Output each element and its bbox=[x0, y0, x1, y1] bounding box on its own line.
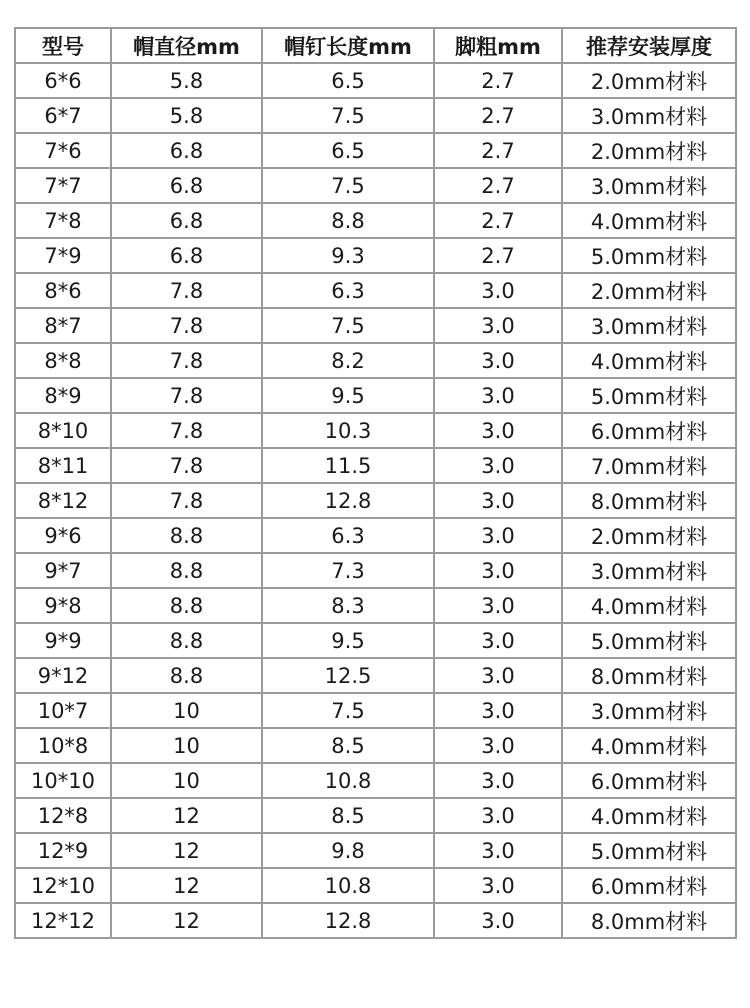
cell-cap-length: 9.5 bbox=[262, 623, 434, 658]
cell-leg-thickness: 3.0 bbox=[434, 833, 562, 868]
cell-model: 10*7 bbox=[15, 693, 111, 728]
table-row bbox=[15, 868, 736, 903]
cell-cap-diameter: 8.8 bbox=[111, 518, 262, 553]
cell-leg-thickness: 2.7 bbox=[434, 168, 562, 203]
cell-recommended-thickness: 3.0mm材料 bbox=[562, 308, 736, 343]
cell-model: 9*6 bbox=[15, 518, 111, 553]
cell-cap-diameter: 6.8 bbox=[111, 203, 262, 238]
cell-model: 12*9 bbox=[15, 833, 111, 868]
table-row bbox=[15, 63, 736, 98]
cell-model: 10*10 bbox=[15, 763, 111, 798]
cell-recommended-thickness: 3.0mm材料 bbox=[562, 553, 736, 588]
cell-model: 8*7 bbox=[15, 308, 111, 343]
cell-leg-thickness: 3.0 bbox=[434, 728, 562, 763]
table-row bbox=[15, 98, 736, 133]
table-row bbox=[15, 273, 736, 308]
cell-cap-diameter: 7.8 bbox=[111, 413, 262, 448]
cell-cap-diameter: 5.8 bbox=[111, 63, 262, 98]
cell-model: 7*7 bbox=[15, 168, 111, 203]
cell-cap-diameter: 8.8 bbox=[111, 553, 262, 588]
cell-leg-thickness: 2.7 bbox=[434, 133, 562, 168]
cell-model: 12*8 bbox=[15, 798, 111, 833]
spec-table-container bbox=[14, 27, 737, 939]
cell-recommended-thickness: 4.0mm材料 bbox=[562, 728, 736, 763]
cell-cap-length: 8.5 bbox=[262, 728, 434, 763]
table-row bbox=[15, 623, 736, 658]
cell-cap-length: 12.5 bbox=[262, 658, 434, 693]
cell-cap-diameter: 5.8 bbox=[111, 98, 262, 133]
cell-recommended-thickness: 8.0mm材料 bbox=[562, 658, 736, 693]
cell-cap-diameter: 7.8 bbox=[111, 273, 262, 308]
table-row bbox=[15, 693, 736, 728]
cell-recommended-thickness: 6.0mm材料 bbox=[562, 413, 736, 448]
cell-leg-thickness: 3.0 bbox=[434, 343, 562, 378]
cell-cap-length: 7.5 bbox=[262, 168, 434, 203]
cell-cap-length: 6.3 bbox=[262, 518, 434, 553]
cell-cap-length: 8.8 bbox=[262, 203, 434, 238]
table-row bbox=[15, 238, 736, 273]
cell-leg-thickness: 3.0 bbox=[434, 903, 562, 938]
cell-model: 9*12 bbox=[15, 658, 111, 693]
cell-cap-length: 8.3 bbox=[262, 588, 434, 623]
cell-leg-thickness: 3.0 bbox=[434, 798, 562, 833]
table-row bbox=[15, 343, 736, 378]
cell-cap-length: 9.3 bbox=[262, 238, 434, 273]
table-row bbox=[15, 903, 736, 938]
cell-leg-thickness: 2.7 bbox=[434, 203, 562, 238]
cell-model: 8*12 bbox=[15, 483, 111, 518]
table-row bbox=[15, 133, 736, 168]
spec-table bbox=[14, 27, 737, 939]
cell-leg-thickness: 3.0 bbox=[434, 378, 562, 413]
cell-cap-diameter: 7.8 bbox=[111, 308, 262, 343]
cell-cap-diameter: 10 bbox=[111, 728, 262, 763]
cell-recommended-thickness: 2.0mm材料 bbox=[562, 518, 736, 553]
cell-recommended-thickness: 3.0mm材料 bbox=[562, 693, 736, 728]
table-row bbox=[15, 308, 736, 343]
table-row bbox=[15, 168, 736, 203]
table-row bbox=[15, 588, 736, 623]
cell-cap-diameter: 8.8 bbox=[111, 623, 262, 658]
cell-recommended-thickness: 5.0mm材料 bbox=[562, 623, 736, 658]
cell-recommended-thickness: 5.0mm材料 bbox=[562, 833, 736, 868]
cell-recommended-thickness: 4.0mm材料 bbox=[562, 343, 736, 378]
cell-leg-thickness: 3.0 bbox=[434, 308, 562, 343]
cell-leg-thickness: 3.0 bbox=[434, 868, 562, 903]
table-row bbox=[15, 833, 736, 868]
cell-cap-diameter: 12 bbox=[111, 903, 262, 938]
header-recommended-thickness: 推荐安装厚度 bbox=[562, 28, 736, 63]
cell-cap-length: 7.5 bbox=[262, 693, 434, 728]
cell-recommended-thickness: 5.0mm材料 bbox=[562, 378, 736, 413]
table-row bbox=[15, 518, 736, 553]
table-header-row bbox=[15, 28, 736, 63]
cell-cap-diameter: 6.8 bbox=[111, 133, 262, 168]
cell-cap-diameter: 12 bbox=[111, 833, 262, 868]
table-row bbox=[15, 203, 736, 238]
cell-recommended-thickness: 6.0mm材料 bbox=[562, 868, 736, 903]
cell-recommended-thickness: 8.0mm材料 bbox=[562, 483, 736, 518]
cell-cap-length: 10.8 bbox=[262, 763, 434, 798]
table-row bbox=[15, 413, 736, 448]
cell-cap-diameter: 7.8 bbox=[111, 483, 262, 518]
cell-recommended-thickness: 4.0mm材料 bbox=[562, 588, 736, 623]
cell-recommended-thickness: 3.0mm材料 bbox=[562, 168, 736, 203]
cell-leg-thickness: 2.7 bbox=[434, 238, 562, 273]
cell-recommended-thickness: 2.0mm材料 bbox=[562, 63, 736, 98]
cell-cap-length: 6.5 bbox=[262, 63, 434, 98]
cell-recommended-thickness: 6.0mm材料 bbox=[562, 763, 736, 798]
table-row bbox=[15, 448, 736, 483]
cell-recommended-thickness: 5.0mm材料 bbox=[562, 238, 736, 273]
cell-cap-length: 11.5 bbox=[262, 448, 434, 483]
cell-model: 7*8 bbox=[15, 203, 111, 238]
cell-cap-diameter: 8.8 bbox=[111, 588, 262, 623]
table-row bbox=[15, 553, 736, 588]
header-leg-thickness: 脚粗mm bbox=[434, 28, 562, 63]
cell-model: 7*9 bbox=[15, 238, 111, 273]
cell-leg-thickness: 3.0 bbox=[434, 413, 562, 448]
cell-recommended-thickness: 2.0mm材料 bbox=[562, 273, 736, 308]
cell-leg-thickness: 3.0 bbox=[434, 553, 562, 588]
cell-cap-diameter: 7.8 bbox=[111, 448, 262, 483]
cell-cap-length: 12.8 bbox=[262, 903, 434, 938]
cell-model: 9*9 bbox=[15, 623, 111, 658]
cell-leg-thickness: 3.0 bbox=[434, 483, 562, 518]
cell-cap-diameter: 6.8 bbox=[111, 238, 262, 273]
cell-recommended-thickness: 4.0mm材料 bbox=[562, 203, 736, 238]
cell-cap-length: 10.3 bbox=[262, 413, 434, 448]
header-model: 型号 bbox=[15, 28, 111, 63]
cell-leg-thickness: 3.0 bbox=[434, 273, 562, 308]
table-row bbox=[15, 658, 736, 693]
cell-cap-diameter: 8.8 bbox=[111, 658, 262, 693]
cell-cap-length: 8.5 bbox=[262, 798, 434, 833]
cell-recommended-thickness: 7.0mm材料 bbox=[562, 448, 736, 483]
cell-cap-length: 9.5 bbox=[262, 378, 434, 413]
cell-model: 7*6 bbox=[15, 133, 111, 168]
cell-leg-thickness: 3.0 bbox=[434, 658, 562, 693]
cell-model: 8*6 bbox=[15, 273, 111, 308]
cell-cap-diameter: 10 bbox=[111, 763, 262, 798]
cell-model: 6*6 bbox=[15, 63, 111, 98]
cell-cap-length: 12.8 bbox=[262, 483, 434, 518]
header-cap-diameter: 帽直径mm bbox=[111, 28, 262, 63]
cell-cap-length: 6.3 bbox=[262, 273, 434, 308]
cell-model: 8*8 bbox=[15, 343, 111, 378]
cell-cap-diameter: 10 bbox=[111, 693, 262, 728]
cell-model: 8*9 bbox=[15, 378, 111, 413]
cell-cap-diameter: 6.8 bbox=[111, 168, 262, 203]
cell-cap-length: 6.5 bbox=[262, 133, 434, 168]
cell-leg-thickness: 2.7 bbox=[434, 63, 562, 98]
cell-cap-diameter: 7.8 bbox=[111, 378, 262, 413]
table-row bbox=[15, 763, 736, 798]
header-cap-length: 帽钉长度mm bbox=[262, 28, 434, 63]
cell-cap-length: 7.5 bbox=[262, 308, 434, 343]
table-row bbox=[15, 483, 736, 518]
cell-model: 10*8 bbox=[15, 728, 111, 763]
cell-model: 9*7 bbox=[15, 553, 111, 588]
cell-leg-thickness: 2.7 bbox=[434, 98, 562, 133]
cell-recommended-thickness: 4.0mm材料 bbox=[562, 798, 736, 833]
cell-recommended-thickness: 3.0mm材料 bbox=[562, 98, 736, 133]
cell-model: 9*8 bbox=[15, 588, 111, 623]
table-row bbox=[15, 798, 736, 833]
cell-model: 8*10 bbox=[15, 413, 111, 448]
cell-leg-thickness: 3.0 bbox=[434, 518, 562, 553]
cell-model: 6*7 bbox=[15, 98, 111, 133]
cell-cap-length: 7.3 bbox=[262, 553, 434, 588]
cell-leg-thickness: 3.0 bbox=[434, 448, 562, 483]
cell-cap-length: 9.8 bbox=[262, 833, 434, 868]
cell-model: 8*11 bbox=[15, 448, 111, 483]
cell-model: 12*12 bbox=[15, 903, 111, 938]
cell-leg-thickness: 3.0 bbox=[434, 623, 562, 658]
cell-leg-thickness: 3.0 bbox=[434, 763, 562, 798]
cell-leg-thickness: 3.0 bbox=[434, 588, 562, 623]
cell-cap-diameter: 12 bbox=[111, 868, 262, 903]
cell-recommended-thickness: 2.0mm材料 bbox=[562, 133, 736, 168]
table-body bbox=[15, 63, 736, 938]
cell-recommended-thickness: 8.0mm材料 bbox=[562, 903, 736, 938]
cell-cap-diameter: 7.8 bbox=[111, 343, 262, 378]
cell-leg-thickness: 3.0 bbox=[434, 693, 562, 728]
table-row bbox=[15, 728, 736, 763]
cell-cap-diameter: 12 bbox=[111, 798, 262, 833]
cell-cap-length: 7.5 bbox=[262, 98, 434, 133]
cell-cap-length: 8.2 bbox=[262, 343, 434, 378]
cell-model: 12*10 bbox=[15, 868, 111, 903]
cell-cap-length: 10.8 bbox=[262, 868, 434, 903]
table-row bbox=[15, 378, 736, 413]
